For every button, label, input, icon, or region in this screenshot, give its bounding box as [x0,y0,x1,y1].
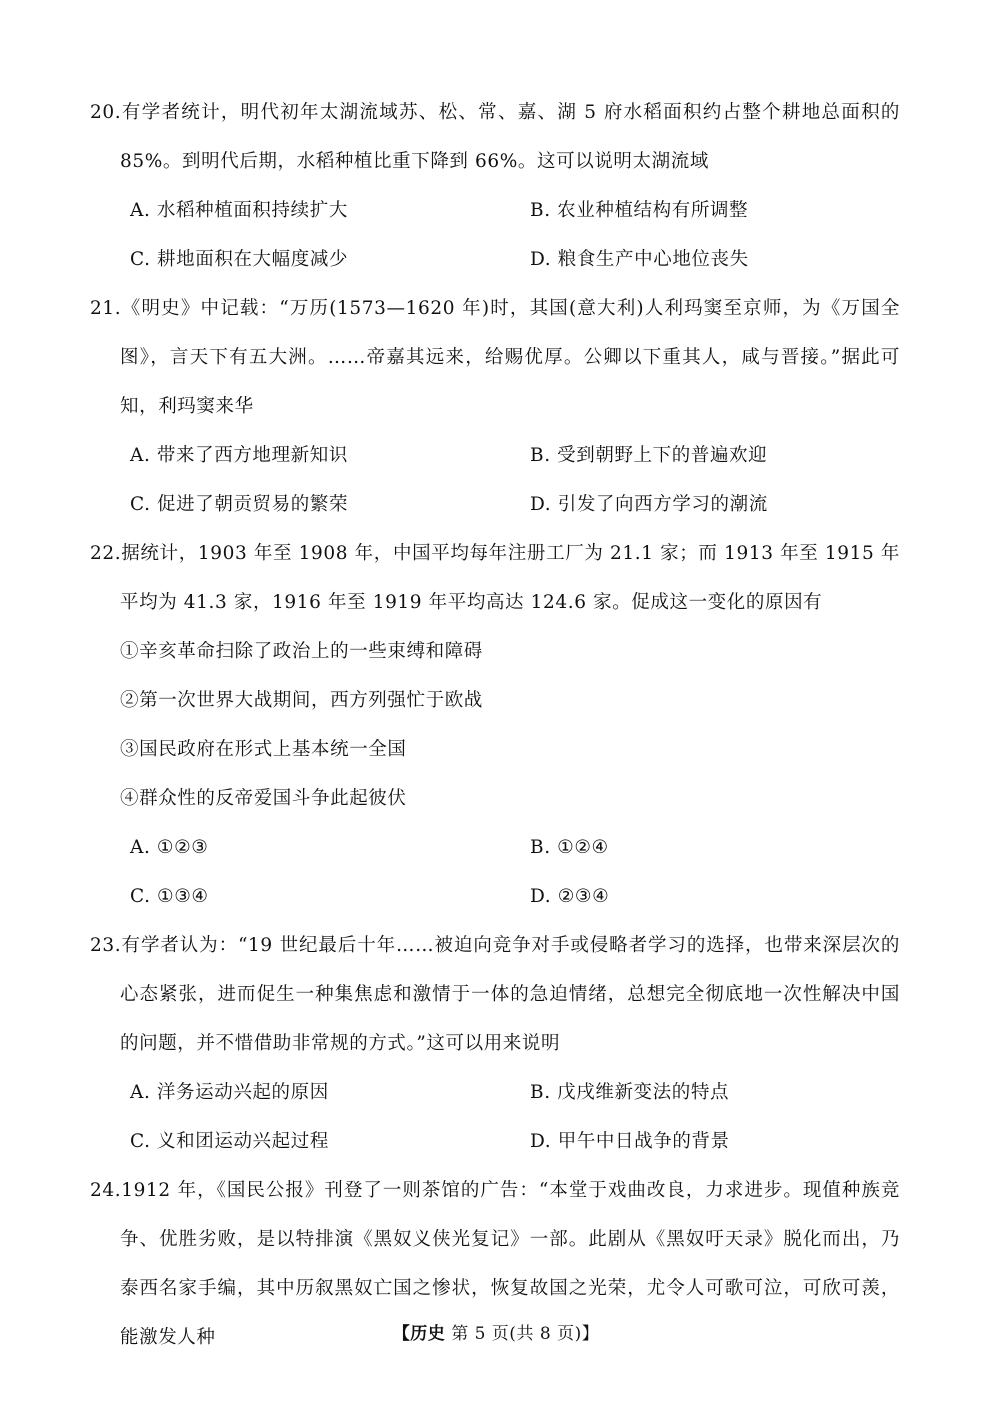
answer-options [120,186,900,284]
option-c: C. ①③④ [130,886,209,907]
option-d: D. ②③④ [530,886,610,907]
answer-options [120,823,900,921]
option-c: C. 义和团运动兴起过程 [130,1131,329,1152]
statement-item: ④群众性的反帝爱国斗争此起彼伏 [120,788,407,809]
option-a: A. 带来了西方地理新知识 [130,445,348,466]
question-21 [90,284,900,529]
question-stem [90,921,900,1068]
option-a: A. 洋务运动兴起的原因 [130,1082,329,1103]
option-b: B. 农业种植结构有所调整 [530,200,749,221]
option-a: A. ①②③ [130,837,209,858]
question-text: 据统计，1903 年至 1908 年，中国平均每年注册工厂为 21.1 家；而 1913 年至 1915 年平均为 41.3 家，1916 年至 1919 年平均高达 124.6 家。促成这一变化的原因有 [120,543,900,613]
option-c: C. 耕地面积在大幅度减少 [130,249,349,270]
option-d: D. 引发了向西方学习的潮流 [530,494,768,515]
question-stem [90,529,900,627]
option-d: D. 甲午中日战争的背景 [530,1131,730,1152]
question-20 [90,88,900,284]
question-stem [90,284,900,431]
question-text: 有学者统计，明代初年太湖流域苏、松、常、嘉、湖 5 府水稻面积约占整个耕地总面积的 85%。到明代后期，水稻种植比重下降到 66%。这可以说明太湖流域 [120,102,900,172]
option-b: B. 受到朝野上下的普遍欢迎 [530,445,768,466]
question-22 [90,529,900,921]
question-text: 《明史》中记载：“万历(1573—1620 年)时，其国(意大利)人利玛窦至京师，为《万国全图》，言天下有五大洲。……帝嘉其远来，给赐优厚。公卿以下重其人，咸与晋接。”据此可知，利玛窦来华 [120,298,900,417]
page-footer [0,1319,992,1344]
question-text: 有学者认为：“19 世纪最后十年……被迫向竞争对手或侵略者学习的选择，也带来深层次的心态紧张，进而促生一种集焦虑和激情于一体的急迫情绪，总想完全彻底地一次性解决中国的问题，并不惜借助非常规的方式。”这可以用来说明 [120,935,900,1054]
question-number: 24. [90,1180,122,1201]
answer-options [120,431,900,529]
question-number: 22. [90,543,122,564]
option-b: B. 戊戌维新变法的特点 [530,1082,730,1103]
statement-item: ②第一次世界大战期间，西方列强忙于欧战 [120,690,483,711]
question-number: 21. [90,298,122,319]
question-text: 1912 年，《国民公报》刊登了一则茶馆的广告：“本堂于戏曲改良，力求进步。现值种族竞争、优胜劣败，是以特排演《黑奴义侠光复记》一部。此剧从《黑奴吁天录》脱化而出，乃泰西名家手编，其中历叙黑奴亡国之惨状，恢复故国之光荣，尤令人可歌可泣，可欣可羡，能激发人种 [120,1180,900,1348]
statement-item: ①辛亥革命扫除了政治上的一些束缚和障碍 [120,641,483,662]
statement-list [120,627,900,823]
option-a: A. 水稻种植面积持续扩大 [130,200,348,221]
question-number: 20. [90,102,122,123]
answer-options [120,1068,900,1166]
footer-subject: 【历史 [392,1324,446,1344]
question-stem [90,88,900,186]
option-d: D. 粮食生产中心地位丧失 [530,249,749,270]
footer-page-number: 第 5 页(共 8 页)】 [451,1324,600,1344]
question-number: 23. [90,935,122,956]
question-23 [90,921,900,1166]
statement-item: ③国民政府在形式上基本统一全国 [120,739,407,760]
option-c: C. 促进了朝贡贸易的繁荣 [130,494,349,515]
option-b: B. ①②④ [530,837,609,858]
